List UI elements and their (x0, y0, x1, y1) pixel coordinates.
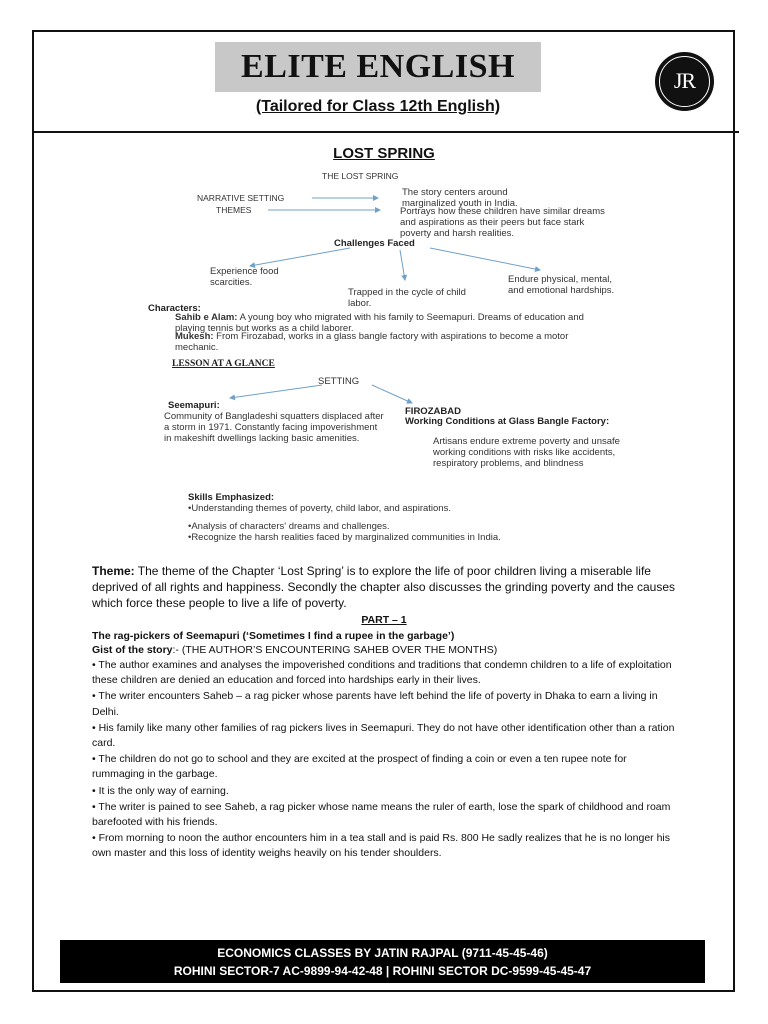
challenge-item-2: Trapped in the cycle of child labor. (348, 287, 466, 309)
list-item: • The writer is pained to see Saheb, a rag picker whose name means the ruler of earth, lose the spark of childhood and roam barefooted with his friends. (92, 800, 671, 829)
challenge-item-1: Experience food scarcities. (210, 266, 279, 288)
themes-text: Portrays how these children have similar dreams and aspirations as their peers but face stark poverty and harsh realities. (400, 206, 605, 239)
list-item: • His family like many other families of rag pickers lives in Seemapuri. They do not have other identification other than a ration card. (92, 721, 675, 750)
gist-text: :- (THE AUTHOR’S ENCOUNTERING SAHEB OVER THE MONTHS) (172, 644, 498, 656)
arrow-challenge-3 (430, 248, 540, 270)
skill-item-2: •Analysis of characters' dreams and challenges. (188, 521, 390, 532)
firozabad-subheading: Working Conditions at Glass Bangle Factory: (405, 416, 610, 427)
challenge-item-3: Endure physical, mental, and emotional hardships. (508, 274, 615, 296)
firozabad-text: Artisans endure extreme poverty and unsafe working conditions with risks like accidents, respiratory problems, and blindness (433, 436, 620, 469)
list-item: • The author examines and analyses the impoverished conditions and traditions that condemn children to a life of exploitation these children are denied an education and forced into hardships early in their lives. (92, 659, 672, 687)
arrow-seemapuri (230, 385, 322, 398)
narrative-setting-label: NARRATIVE SETTING (197, 193, 285, 203)
skill-item-1: •Understanding themes of poverty, child labor, and aspirations. (188, 503, 451, 514)
part-title: PART – 1 (361, 614, 407, 626)
list-item: • From morning to noon the author encounters him in a tea stall and is paid Rs. 800 He sadly realizes that he is no longer his own master and this loss of identity weighs heavily on his tender shoulders. (92, 832, 670, 860)
seemapuri-label: Seemapuri: (168, 400, 220, 411)
character-mukesh-name: Mukesh: (175, 331, 214, 342)
list-item: • It is the only way of earning. (92, 784, 229, 797)
skills-label: Skills Emphasized: (188, 492, 275, 503)
character-mukesh-text: From Firozabad, works in a glass bangle factory with aspirations to become a motor mechanic. (175, 331, 569, 353)
gist-label: Gist of the story (92, 644, 173, 656)
character-sahib-name: Sahib e Alam: (175, 312, 238, 323)
logo-text: JR (659, 56, 710, 107)
brand-title: ELITE ENGLISH (215, 42, 541, 92)
theme-text: The theme of the Chapter ‘Lost Spring’ is to explore the life of poor children living a miserable life deprived of all rights and happiness. Secondly the chapter also discusses the grinding poverty and the causes which force these people to live a life of poverty. (92, 564, 676, 610)
themes-label: THEMES (216, 205, 252, 215)
diagram-title: THE LOST SPRING (322, 171, 399, 181)
footer-line-2: ROHINI SECTOR-7 AC-9899-94-42-48 | ROHINI SECTOR DC-9599-45-45-47 (173, 964, 592, 978)
skill-item-3: •Recognize the harsh realities faced by marginalized communities in India. (188, 532, 501, 543)
list-item: • The children do not go to school and they are excited at the prospect of finding a coin or even a ten rupee note for rummaging in the garbage. (92, 753, 627, 781)
lesson-glance-heading: LESSON AT A GLANCE (172, 359, 275, 369)
character-sahib-text: A young boy who migrated with his family to Seemapuri. Dreams of education and playing tennis but works as a child laborer. (175, 312, 584, 334)
characters-label: Characters: (148, 303, 201, 314)
footer-banner (60, 940, 705, 983)
lesson-title: LOST SPRING (333, 145, 435, 162)
character-mukesh (175, 331, 595, 353)
seemapuri-text: Community of Bangladeshi squatters displaced after a storm in 1971. Constantly facing impoverishment in makeshift dwellings lacking basic amenities. (164, 411, 384, 444)
firozabad-label: FIROZABAD (405, 406, 461, 417)
brand-subtitle: (Tailored for Class 12th English) (255, 98, 501, 115)
section-heading: The rag-pickers of Seemapuri (‘Sometimes I find a rupee in the garbage’) (92, 630, 455, 642)
theme-paragraph (92, 563, 682, 611)
theme-label: Theme: (92, 564, 135, 578)
gist-line (92, 643, 682, 658)
setting-label: SETTING (318, 376, 360, 387)
arrow-challenge-2 (400, 250, 405, 280)
narrative-setting-text: The story centers around marginalized youth in India. (402, 187, 518, 209)
footer-line-1: ECONOMICS CLASSES BY JATIN RAJPAL (9711-45-45-46) (217, 946, 548, 960)
arrow-firozabad (372, 385, 412, 403)
arrow-challenge-1 (250, 248, 350, 266)
challenges-label: Challenges Faced (334, 238, 415, 249)
bullet-list (92, 658, 682, 863)
list-item: • The writer encounters Saheb – a rag picker whose parents have left behind the life of poverty in Dhaka to earn a living in Delhi. (92, 690, 658, 718)
